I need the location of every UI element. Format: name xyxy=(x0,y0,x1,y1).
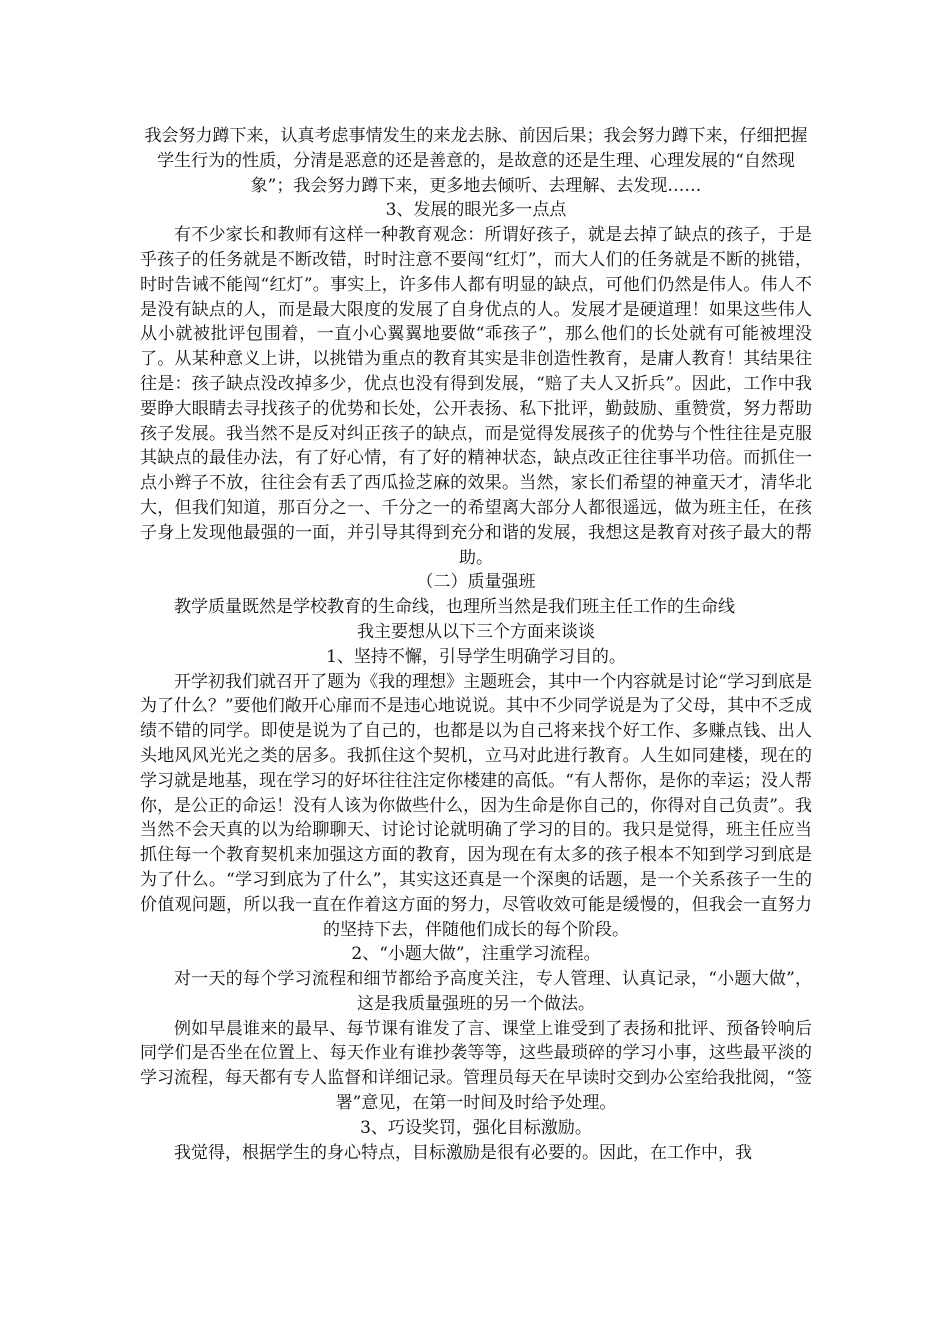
body-paragraph-7: 我觉得，根据学生的身心特点，目标激励是很有必要的。因此，在工作中，我 xyxy=(174,1142,752,1163)
section-heading-quality: （二）质量强班 xyxy=(416,572,536,593)
section-heading-development: 3、发展的眼光多一点点 xyxy=(385,200,567,221)
section-heading-reward: 3、巧设奖罚，强化目标激励。 xyxy=(360,1117,592,1138)
body-paragraph-3: 教学质量既然是学校教育的生命线，也理所当然是我们班主任工作的生命线 xyxy=(174,597,735,618)
intro-line: 我主要想从以下三个方面来谈谈 xyxy=(357,621,595,642)
section-heading-goal: 1、坚持不懈，引导学生明确学习目的。 xyxy=(326,646,626,667)
body-paragraph-5: 对一天的每个学习流程和细节都给予高度关注，专人管理、认真记录，“小题大做”，这是我质量强班的另一个做法。 xyxy=(174,969,812,1014)
body-paragraph-6: 例如早晨谁来的最早、每节课有谁发了言、课堂上谁受到了表扬和批评、预备铃响后同学们是否坐在位置上、每天作业有谁抄袭等等，这些最琐碎的学习小事，这些最平淡的学习流程，每天都有专人监督和详细记录。管理员每天在早读时交到办公室给我批阅，“签署”意见，在第一时间及时给予处理。 xyxy=(140,1018,812,1114)
body-paragraph-4: 开学初我们就召开了题为《我的理想》主题班会，其中一个内容就是讨论“学习到底是为了什么？”要他们敞开心扉而不是违心地说说。其中不少同学说是为了父母，其中不乏成绩不错的同学。即使是说为了自己的，也都是以为自己将来找个好工作、多赚点钱、出人头地风风光光之类的居多。我抓住这个契机，立马对此进行教育。人生如同建楼，现在的学习就是地基，现在学习的好坏往往注定你楼建的高低。“有人帮你，是你的幸运；没人帮你，是公正的命运！没有人该为你做些什么，因为生命是你自己的，你得对自己负责”。我当然不会天真的以为给聊聊天、讨论讨论就明确了学习的目的。我只是觉得，班主任应当抓住每一个教育契机来加强这方面的教育，因为现在有太多的孩子根本不知到学习到底是为了什么。“学习到底为了什么”，其实这还真是一个深奥的话题，是一个关系孩子一生的价值观问题，所以我一直在作着这方面的努力，尽管收效可能是缓慢的，但我会一直努力的坚持下去，伴随他们成长的每个阶段。 xyxy=(140,671,812,940)
body-paragraph-1: 我会努力蹲下来，认真考虑事情发生的来龙去脉、前因后果；我会努力蹲下来，仔细把握学生行为的性质，分清是恶意的还是善意的，是故意的还是生理、心理发展的“自然现象”；我会努力蹲下来，更多地去倾听、去理解、去发现…… xyxy=(144,126,808,196)
body-paragraph-2: 有不少家长和教师有这样一种教育观念：所谓好孩子，就是去掉了缺点的孩子，于是乎孩子的任务就是不断改错，时时注意不要闯“红灯”，而大人们的任务就是不断的挑错，时时告诫不能闯“红灯”。事实上，许多伟人都有明显的缺点，可他们仍然是伟人。伟人不是没有缺点的人，而是最大限度的发展了自身优点的人。发展才是硬道理！如果这些伟人从小就被批评包围着，一直小心翼翼地要做“乖孩子”，那么他们的长处就有可能被埋没了。从某种意义上讲，以挑错为重点的教育其实是非创造性教育，是庸人教育！其结果往往是：孩子缺点没改掉多少，优点也没有得到发展，“赔了夫人又折兵”。因此，工作中我要睁大眼睛去寻找孩子的优势和长处，公开表扬、私下批评，勤鼓励、重赞赏，努力帮助孩子发展。我当然不是反对纠正孩子的缺点，而是觉得发展孩子的优势与个性往往是克服其缺点的最佳办法，有了好心情，有了好的精神状态，缺点改正往往事半功倍。而抓住一点小辫子不放，往往会有丢了西瓜捡芝麻的效果。当然，家长们希望的神童天才，清华北大，但我们知道，那百分之一、千分之一的希望离大部分人都很遥远，做为班主任，在孩子身上发现他最强的一面，并引导其得到充分和谐的发展，我想这是教育对孩子最大的帮助。 xyxy=(140,225,812,568)
document-page xyxy=(140,124,812,1165)
section-heading-process: 2、“小题大做”，注重学习流程。 xyxy=(351,944,601,965)
